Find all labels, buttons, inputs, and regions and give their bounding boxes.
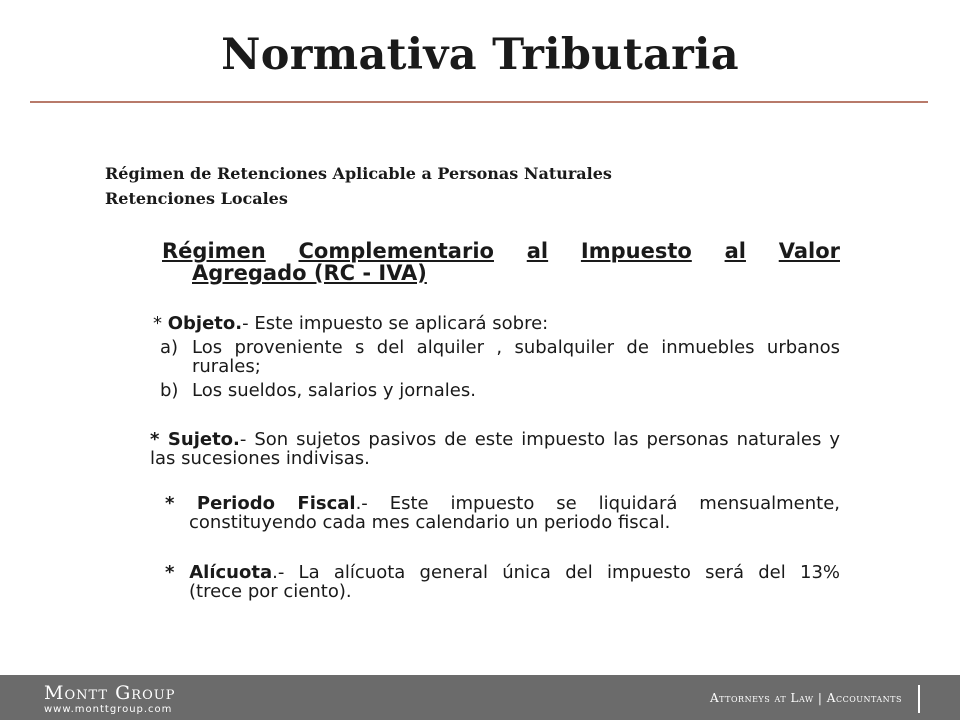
heading-word: Valor (778, 239, 840, 263)
heading-word: al (526, 239, 549, 263)
objeto-label: Objeto. (167, 313, 243, 334)
heading-word: Impuesto (580, 239, 692, 263)
periodo-text-cont: constituyendo cada mes calendario un periodo fiscal. (189, 512, 671, 533)
subheading-regimen: Régimen de Retenciones Aplicable a Personas Naturales (105, 164, 612, 183)
footer-tagline: Attorneys at Law | Accountants (710, 691, 902, 705)
objeto-prefix: * (153, 313, 168, 334)
title-divider (30, 101, 928, 103)
objeto-paragraph (153, 314, 548, 333)
alicuota-label: Alícuota (189, 562, 273, 583)
sujeto-paragraph (150, 430, 840, 468)
periodo-text: .- Este impuesto se liquidará mensualmente, (355, 493, 840, 514)
alicuota-text: .- La alícuota general única del impuesto será del 13% (272, 562, 840, 583)
list-marker: b) (160, 380, 179, 401)
subheading-retenciones: Retenciones Locales (105, 189, 288, 208)
list-item (160, 338, 840, 376)
footer-divider (918, 685, 920, 713)
alicuota-paragraph (165, 563, 840, 601)
list-item-text: Los proveniente s del alquiler , subalquiler de inmuebles urbanos rurales; (192, 337, 840, 377)
list-item-text: Los sueldos, salarios y jornales. (192, 380, 476, 401)
heading-word: al (724, 239, 746, 263)
heading-word: Complementario (298, 239, 494, 263)
sujeto-prefix: * (150, 429, 168, 450)
alicuota-prefix: * (165, 562, 190, 583)
section-heading-line2: Agregado (RC - IVA) (192, 261, 427, 285)
heading-word: Régimen (162, 239, 266, 263)
periodo-label: Periodo Fiscal (196, 493, 356, 514)
slide-title: Normativa Tributaria (221, 30, 739, 80)
section-heading (162, 240, 840, 284)
list-marker: a) (160, 337, 179, 358)
sujeto-label: Sujeto. (167, 429, 240, 450)
objeto-text: - Este impuesto se aplicará sobre: (242, 313, 549, 334)
list-item (160, 381, 840, 400)
website-url: www.monttgroup.com (44, 704, 173, 715)
footer-bar (0, 675, 960, 720)
sujeto-text: - Son sujetos pasivos de este impuesto las personas naturales y las sucesiones indivisas. (150, 429, 840, 469)
periodo-prefix: * (165, 493, 197, 514)
section-heading-line1 (162, 240, 840, 262)
alicuota-text-cont: (trece por ciento). (189, 581, 352, 602)
brand-name: Montt Group (44, 682, 176, 704)
periodo-paragraph (165, 494, 840, 532)
